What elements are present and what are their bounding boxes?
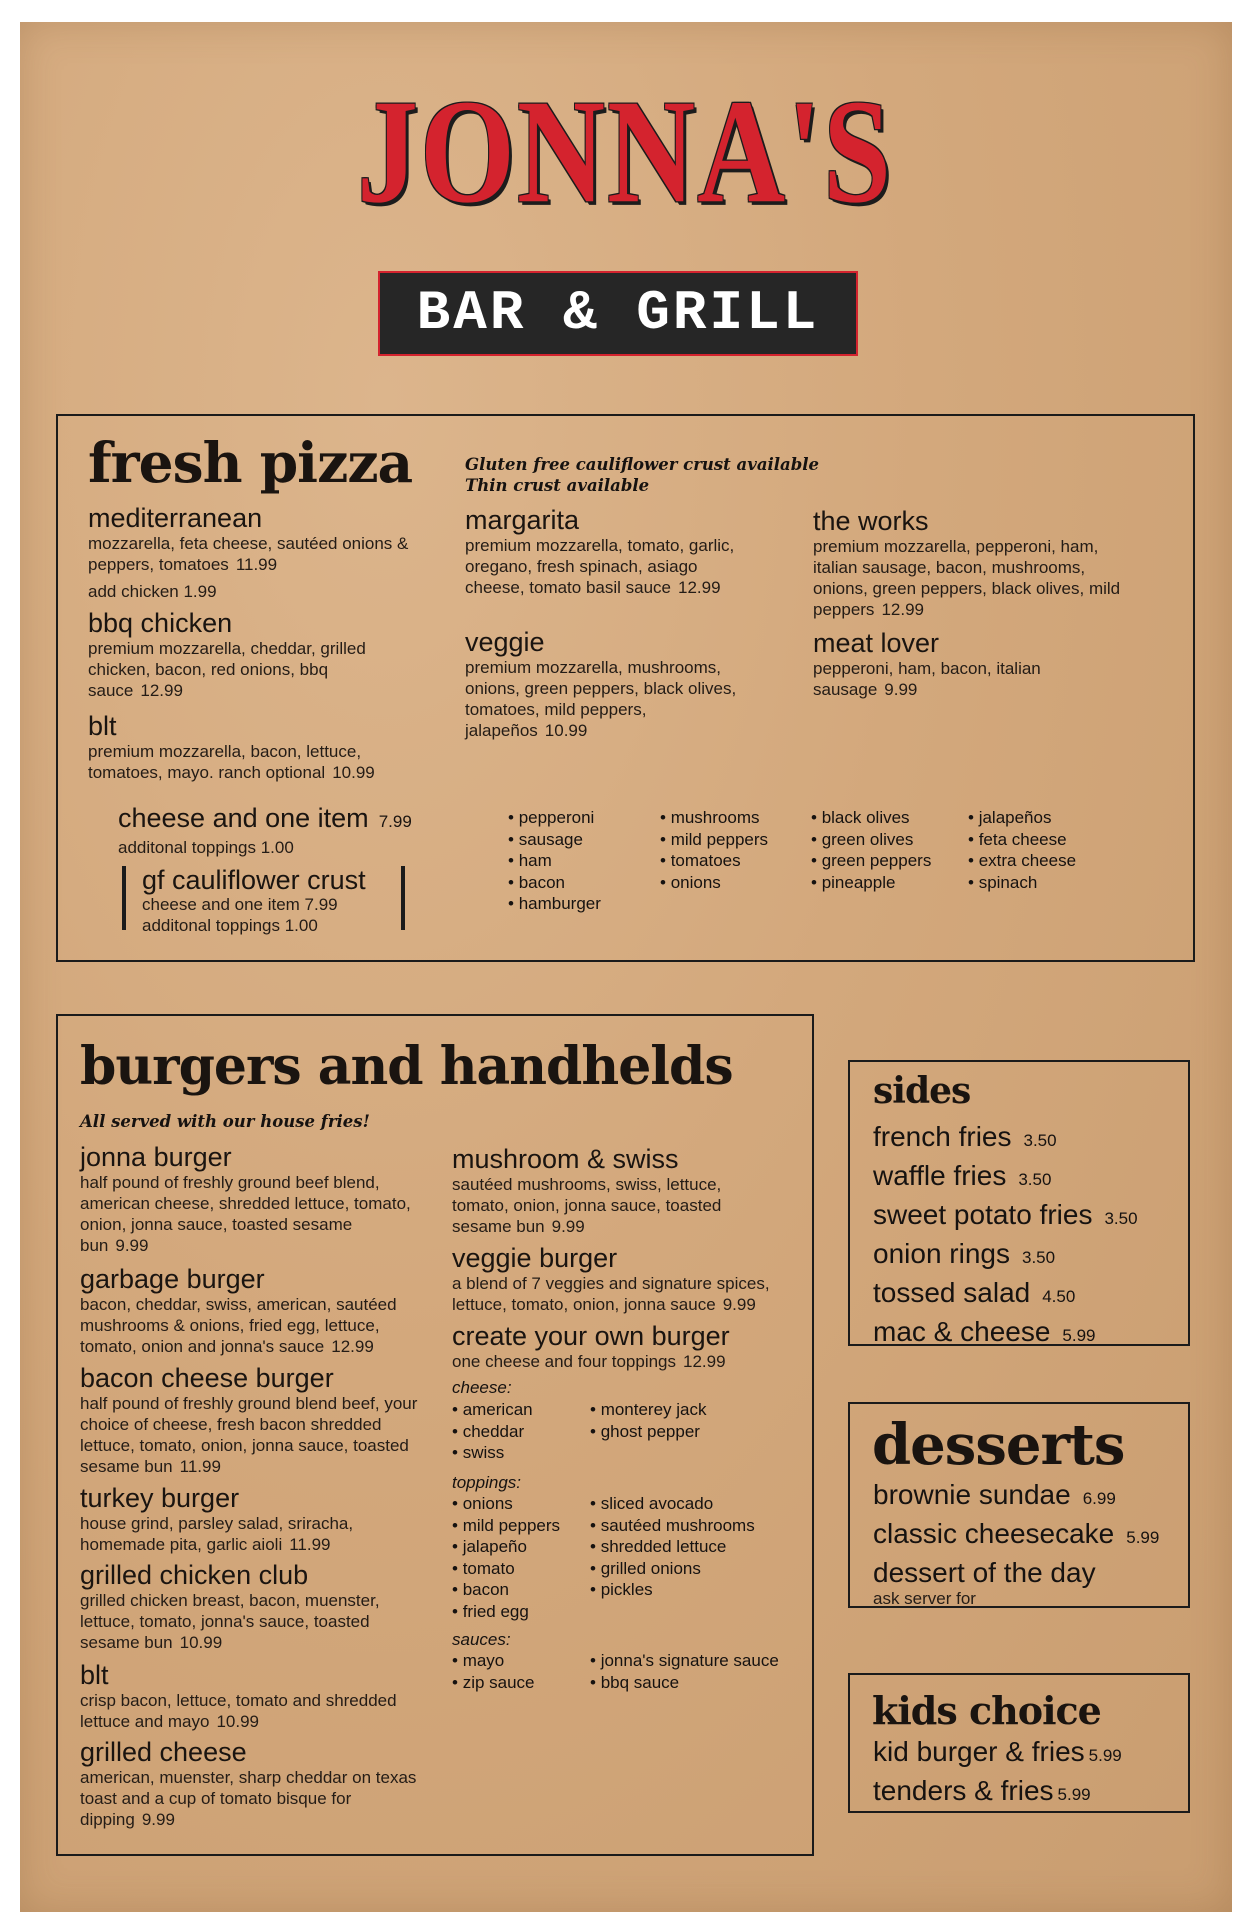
- item-desc: mozzarella, feta cheese, sautéed onions & peppers, tomatoes 11.99: [88, 534, 409, 574]
- item-name: mushroom & swiss: [452, 1144, 679, 1174]
- item-price: 4.50: [1042, 1287, 1076, 1306]
- cheese-option: • american: [452, 1399, 533, 1421]
- item-price: 7.99: [378, 812, 412, 831]
- item-price: 12.99: [881, 600, 924, 619]
- item-price: 5.99: [1126, 1528, 1160, 1547]
- item-desc: premium mozzarella, pepperoni, ham, italian sausage, bacon, mushrooms, onions, green peppers, black olives, mild peppers 12.99: [813, 537, 1121, 619]
- item-desc: american, muenster, sharp cheddar on texas toast and a cup of tomato bisque for dipping 9.99: [80, 1768, 417, 1829]
- topping: • mild peppers: [660, 829, 768, 851]
- burger-item-jonna: [80, 1142, 425, 1256]
- item-name: grilled chicken club: [80, 1560, 309, 1590]
- pizza-item-margarita: [465, 505, 755, 598]
- topping: • tomatoes: [660, 850, 768, 872]
- item-extra: add chicken 1.99: [88, 582, 217, 601]
- topping-option: • pickles: [590, 1579, 755, 1601]
- item-name: meat lover: [813, 628, 940, 658]
- cheese-list-a: [452, 1399, 533, 1464]
- gf-crust-name: gf cauliflower crust: [142, 865, 366, 895]
- side-item: french fries 3.50: [873, 1121, 1057, 1152]
- burgers-note: All served with our house fries!: [80, 1112, 370, 1131]
- item-price: 10.99: [332, 763, 375, 782]
- kids-title: kids choice: [872, 1688, 1101, 1733]
- topping-option: • bacon: [452, 1579, 560, 1601]
- pizza-cheese-and-one: [118, 803, 412, 858]
- item-price: 12.99: [331, 1337, 374, 1356]
- item-price: 9.99: [722, 1295, 756, 1314]
- side-item: mac & cheese 5.99: [873, 1316, 1096, 1347]
- topping: • pepperoni: [508, 807, 601, 829]
- item-desc: one cheese and four toppings 12.99: [452, 1352, 726, 1371]
- item-desc: bacon, cheddar, swiss, american, sautéed mushrooms & onions, fried egg, lettuce, tomato, onion and jonna's sauce 12.99: [80, 1295, 397, 1356]
- item-desc: crisp bacon, lettuce, tomato and shredded lettuce and mayo 10.99: [80, 1691, 397, 1731]
- item-price: 10.99: [544, 721, 588, 740]
- desserts-list: [873, 1477, 1159, 1609]
- cheese-option: • swiss: [452, 1442, 533, 1464]
- gf-crust-line1: cheese and one item 7.99: [142, 895, 338, 914]
- topping-option: • jalapeño: [452, 1536, 560, 1558]
- topping-option: • fried egg: [452, 1601, 560, 1623]
- cheese-label: cheese:: [452, 1378, 512, 1397]
- item-price: 9.99: [884, 680, 918, 699]
- item-price: 12.99: [140, 681, 183, 700]
- topping: • mushrooms: [660, 807, 768, 829]
- side-item: tossed salad 4.50: [873, 1277, 1076, 1308]
- item-desc: premium mozzarella, tomato, garlic, oregano, fresh spinach, asiago cheese, tomato basil sauce 12.99: [465, 536, 735, 597]
- burger-item-garbage: [80, 1264, 425, 1357]
- sauce-option: • bbq sauce: [590, 1672, 779, 1694]
- sides-title: sides: [873, 1070, 971, 1112]
- pizza-item-mediterranean: [88, 503, 418, 602]
- burger-item-bacon-cheese: [80, 1363, 420, 1477]
- item-desc: premium mozzarella, mushrooms, onions, green peppers, black olives, tomatoes, mild peppers, jalapeños 10.99: [465, 658, 737, 740]
- side-item: sweet potato fries 3.50: [873, 1199, 1138, 1230]
- topping: • green olives: [811, 829, 931, 851]
- burger-item-blt: [80, 1660, 425, 1732]
- item-price: 3.50: [1018, 1170, 1052, 1189]
- item-desc: half pound of freshly ground blend beef, your choice of cheese, fresh bacon shredded lettuce, tomato, onion, jonna sauce, toasted sesame bun 11.99: [80, 1394, 418, 1476]
- item-name: blt: [88, 711, 117, 741]
- item-desc: premium mozzarella, bacon, lettuce, tomatoes, mayo. ranch optional 10.99: [88, 742, 375, 782]
- pizza-note-thin: Thin crust available: [465, 476, 650, 495]
- topping: • hamburger: [508, 893, 601, 915]
- item-price: 9.99: [115, 1236, 149, 1255]
- item-price: 5.99: [1057, 1785, 1091, 1804]
- topping-option: • mild peppers: [452, 1515, 560, 1537]
- gf-crust-line2: additonal toppings 1.00: [142, 916, 318, 935]
- item-name: bacon cheese burger: [80, 1363, 334, 1393]
- item-price: 12.99: [683, 1352, 726, 1371]
- sauce-option: • zip sauce: [452, 1672, 535, 1694]
- sauces-label: sauces:: [452, 1630, 511, 1649]
- kids-item: kid burger & fries 5.99: [873, 1736, 1122, 1767]
- topping: • ham: [508, 850, 601, 872]
- topping: • feta cheese: [968, 829, 1076, 851]
- gf-crust-box: [122, 865, 405, 935]
- item-price: 11.99: [179, 1457, 221, 1476]
- cheese-list-b: [590, 1399, 707, 1442]
- item-name: margarita: [465, 505, 580, 535]
- item-desc: a blend of 7 veggies and signature spices, lettuce, tomato, onion, jonna sauce 9.99: [452, 1274, 770, 1314]
- pizza-item-meat-lover: [813, 628, 1113, 700]
- burger-item-veggie: [452, 1243, 802, 1315]
- item-name: turkey burger: [80, 1483, 240, 1513]
- topping-option: • shredded lettuce: [590, 1536, 755, 1558]
- item-name: cheese and one item 7.99: [118, 803, 412, 833]
- dessert-item: dessert of the day: [873, 1557, 1096, 1588]
- sauce-option: • jonna's signature sauce: [590, 1650, 779, 1672]
- kids-list: [873, 1734, 1122, 1812]
- topping-option: • sautéed mushrooms: [590, 1515, 755, 1537]
- sauces-list-a: [452, 1650, 535, 1693]
- topping: • onions: [660, 872, 768, 894]
- kids-item: tenders & fries 5.99: [873, 1775, 1091, 1806]
- pizza-item-the-works: [813, 506, 1133, 620]
- item-price: 9.99: [141, 1810, 175, 1829]
- item-price: 3.50: [1104, 1209, 1138, 1228]
- pizza-toppings-col4: [968, 807, 1076, 893]
- side-item: waffle fries 3.50: [873, 1160, 1052, 1191]
- item-name: the works: [813, 506, 929, 536]
- pizza-toppings-col1: [508, 807, 601, 915]
- pizza-toppings-col2: [660, 807, 768, 893]
- topping: • jalapeños: [968, 807, 1076, 829]
- burger-item-create-your-own: [452, 1321, 802, 1372]
- item-price: 12.99: [678, 578, 721, 597]
- topping: • black olives: [811, 807, 931, 829]
- desserts-title: desserts: [872, 1412, 1125, 1478]
- topping: • spinach: [968, 872, 1076, 894]
- item-name: mediterranean: [88, 503, 263, 533]
- toppings-list-b: [590, 1493, 755, 1601]
- item-price: 3.50: [1021, 1248, 1056, 1267]
- dessert-note: ask server for: [873, 1589, 976, 1608]
- cheese-option: • ghost pepper: [590, 1421, 707, 1443]
- topping: • sausage: [508, 829, 601, 851]
- topping: • pineapple: [811, 872, 931, 894]
- item-name: blt: [80, 1660, 109, 1690]
- item-sub: additonal toppings 1.00: [118, 838, 294, 857]
- item-desc: house grind, parsley salad, sriracha, homemade pita, garlic aioli 11.99: [80, 1514, 354, 1554]
- pizza-item-bbq-chicken: [88, 608, 408, 701]
- item-price: 9.99: [551, 1217, 585, 1236]
- item-name: garbage burger: [80, 1264, 265, 1294]
- topping: • extra cheese: [968, 850, 1076, 872]
- sauce-option: • mayo: [452, 1650, 535, 1672]
- topping-option: • onions: [452, 1493, 560, 1515]
- pizza-item-blt: [88, 711, 408, 783]
- burger-item-grilled-chicken-club: [80, 1560, 420, 1653]
- item-name: grilled cheese: [80, 1737, 247, 1767]
- item-price: 10.99: [179, 1633, 223, 1652]
- item-name: veggie: [465, 627, 545, 657]
- item-desc: grilled chicken breast, bacon, muenster, lettuce, tomato, jonna's sauce, toasted sesame bun 10.99: [80, 1591, 380, 1652]
- sauces-list-b: [590, 1650, 779, 1693]
- topping-option: • sliced avocado: [590, 1493, 755, 1515]
- item-price: 6.99: [1082, 1489, 1116, 1508]
- topping-option: • tomato: [452, 1558, 560, 1580]
- toppings-list-a: [452, 1493, 560, 1622]
- item-price: 5.99: [1088, 1746, 1122, 1765]
- item-name: create your own burger: [452, 1321, 730, 1351]
- side-item: onion rings 3.50: [873, 1238, 1056, 1269]
- item-name: bbq chicken: [88, 608, 233, 638]
- item-name: jonna burger: [80, 1142, 232, 1172]
- pizza-title: fresh pizza: [88, 430, 413, 495]
- item-desc: sautéed mushrooms, swiss, lettuce, tomato, onion, jonna sauce, toasted sesame bun 9.99: [452, 1175, 722, 1236]
- item-desc: pepperoni, ham, bacon, italian sausage 9.99: [813, 659, 1041, 699]
- item-name: veggie burger: [452, 1243, 618, 1273]
- cheese-option: • cheddar: [452, 1421, 533, 1443]
- burgers-title: burgers and handhelds: [80, 1036, 733, 1097]
- item-price: 11.99: [289, 1535, 331, 1554]
- topping: • green peppers: [811, 850, 931, 872]
- toppings-label: toppings:: [452, 1473, 521, 1492]
- sides-list: [873, 1119, 1138, 1353]
- item-price: 11.99: [235, 555, 278, 574]
- cheese-option: • monterey jack: [590, 1399, 707, 1421]
- brand-logo: JONNA'S: [357, 69, 893, 235]
- item-price: 5.99: [1062, 1326, 1096, 1345]
- pizza-toppings-col3: [811, 807, 931, 893]
- item-price: 10.99: [216, 1712, 260, 1731]
- pizza-item-veggie: [465, 627, 755, 741]
- burger-item-turkey: [80, 1483, 410, 1555]
- topping-option: • grilled onions: [590, 1558, 755, 1580]
- item-desc: premium mozzarella, cheddar, grilled chicken, bacon, red onions, bbq sauce 12.99: [88, 639, 366, 700]
- item-desc: half pound of freshly ground beef blend, american cheese, shredded lettuce, tomato, onion, jonna sauce, toasted sesame bun 9.99: [80, 1173, 411, 1255]
- tagline-banner: BAR & GRILL: [378, 271, 858, 356]
- burger-item-grilled-cheese: [80, 1737, 425, 1830]
- dessert-item: classic cheesecake 5.99: [873, 1518, 1160, 1549]
- dessert-item: brownie sundae 6.99: [873, 1479, 1116, 1510]
- topping: • bacon: [508, 872, 601, 894]
- item-price: 3.50: [1023, 1131, 1057, 1150]
- burger-item-mushroom-swiss: [452, 1144, 772, 1237]
- pizza-note-gluten: Gluten free cauliflower crust available: [465, 455, 820, 474]
